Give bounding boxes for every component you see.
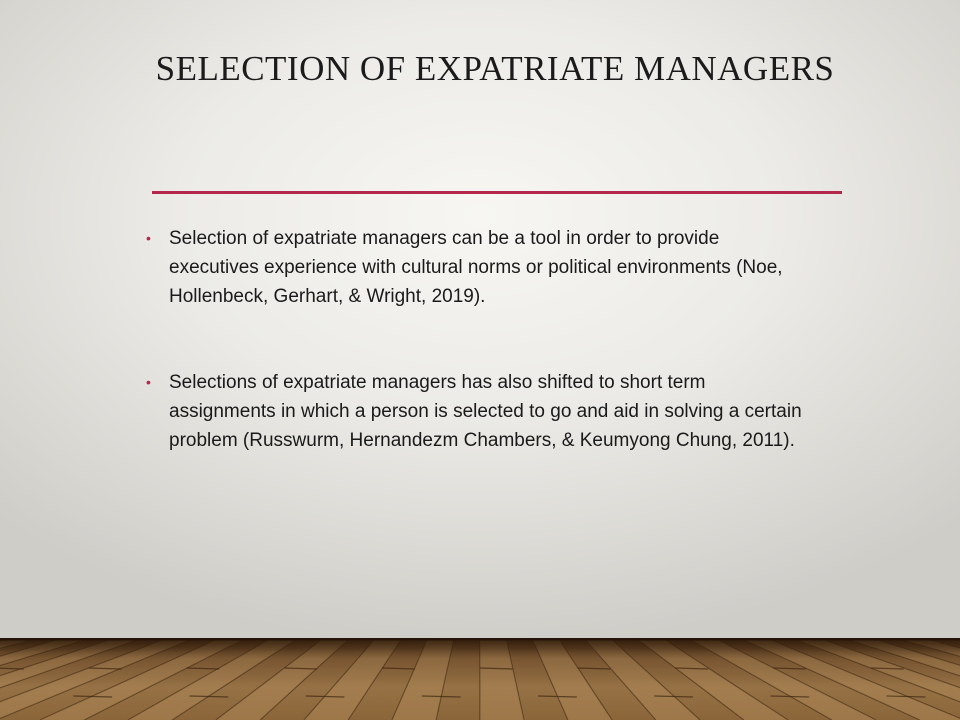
slide-title: SELECTION OF EXPATRIATE MANAGERS [155,49,835,88]
bullet-icon: • [146,374,151,390]
title-underline [152,191,842,194]
bullet-icon: • [146,230,151,246]
bullet-text: Selection of expatriate managers can be a tool in order to provide executives experience with cultural norms or political environments (Noe, Hollenbeck, Gerhart, & Wright, 2019). [169,228,783,307]
bullet-item [146,224,806,311]
bullet-list [146,224,806,455]
wood-floor-texture [0,638,960,720]
wood-floor-graphic [0,638,960,720]
bullet-item [146,368,806,455]
bullet-text: Selections of expatriate managers has also shifted to short term assignments in which a person is selected to go and aid in solving a certain problem (Russwurm, Hernandezm Chambers, & Keumyong Chung, 2011). [169,372,802,451]
